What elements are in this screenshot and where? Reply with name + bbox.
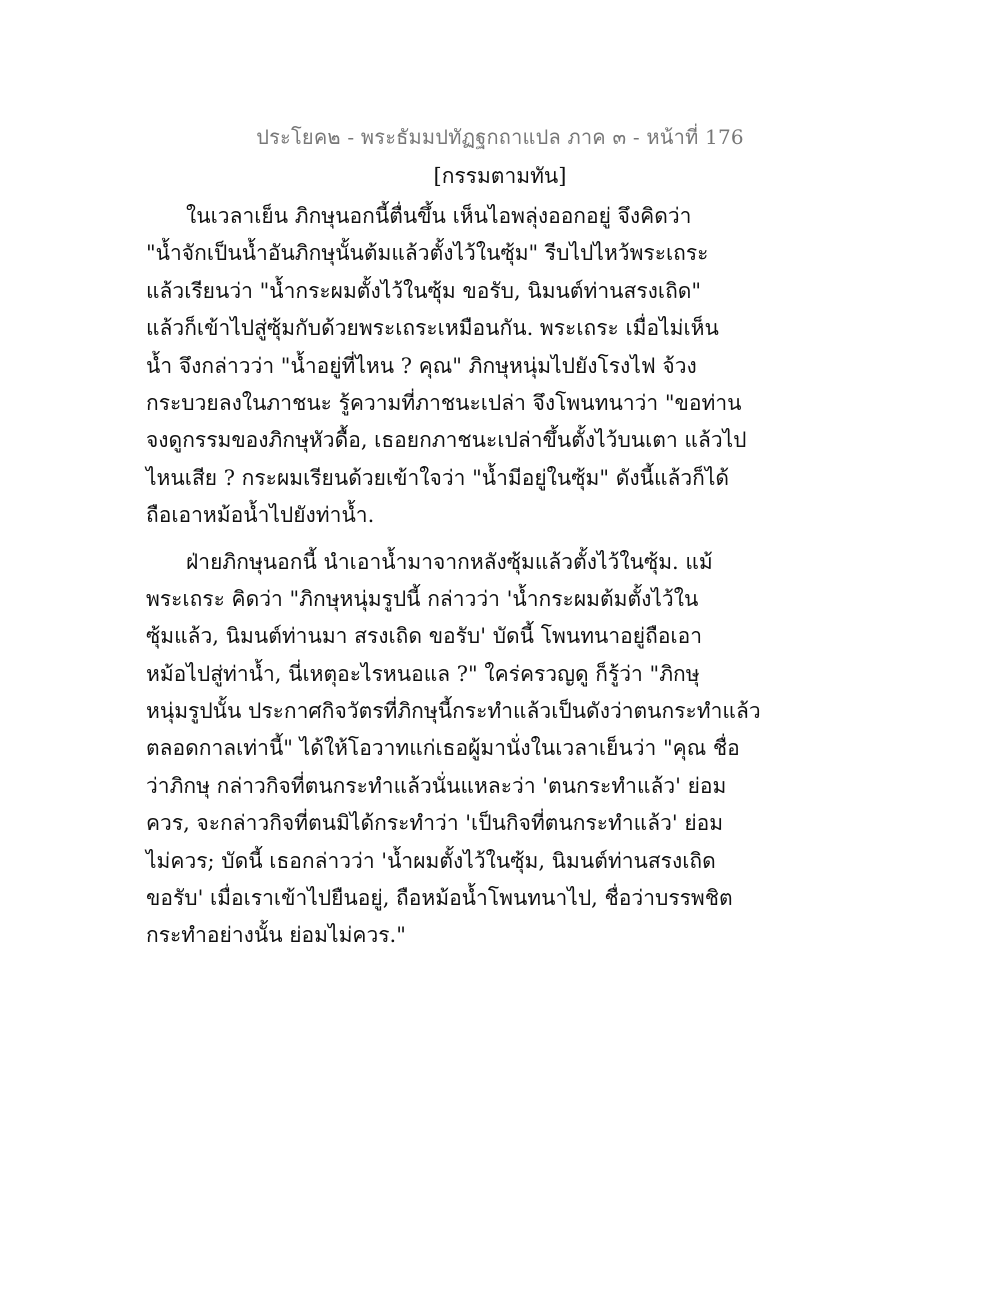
section-heading: [กรรมตามทัน]	[433, 164, 567, 188]
text-line: กระทำอย่างนั้น ย่อมไม่ควร."	[146, 923, 406, 948]
text-line: จงดูกรรมของภิกษุหัวดื้อ, เธอยกภาชนะเปล่าขึ้นตั้งไว้บนเตา แล้วไป	[146, 428, 747, 453]
text-line: ตลอดกาลเท่านี้" ได้ให้โอวาทแก่เธอผู้มานั่งในเวลาเย็นว่า "คุณ ชื่อ	[146, 736, 740, 761]
body-text	[146, 198, 761, 955]
running-header: ประโยค๒ - พระธัมมปทัฏฐกถาแปล ภาค ๓ - หน้าที่ 176	[256, 125, 744, 149]
text-line: ไหนเสีย ? กระผมเรียนด้วยเข้าใจว่า "น้ำมีอยู่ในซุ้ม" ดังนี้แล้วก็ได้	[146, 465, 730, 490]
text-line: พระเถระ คิดว่า "ภิกษุหนุ่มรูปนี้ กล่าวว่า 'น้ำกระผมต้มตั้งไว้ใน	[146, 586, 699, 611]
text-line: ถือเอาหม้อน้ำไปยังท่าน้ำ.	[146, 503, 375, 528]
text-line: กระบวยลงในภาชนะ รู้ความที่ภาชนะเปล่า จึงโพนทนาว่า "ขอท่าน	[146, 390, 742, 415]
paragraph-gap	[146, 535, 726, 544]
text-line: หนุ่มรูปนั้น ประกาศกิจวัตรที่ภิกษุนี้กระทำแล้วเป็นดังว่าตนกระทำแล้ว	[146, 699, 761, 724]
text-line: ว่าภิกษุ กล่าวกิจที่ตนกระทำแล้วนั่นแหละว่า 'ตนกระทำแล้ว' ย่อม	[146, 773, 727, 798]
text-line: แล้วก็เข้าไปสู่ซุ้มกับด้วยพระเถระเหมือนกัน. พระเถระ เมื่อไม่เห็น	[146, 316, 719, 341]
text-line: น้ำ จึงกล่าวว่า "น้ำอยู่ที่ไหน ? คุณ" ภิกษุหนุ่มไปยังโรงไฟ จ้วง	[146, 353, 697, 378]
text-line: ซุ้มแล้ว, นิมนต์ท่านมา สรงเถิด ขอรับ' บัดนี้ โพนทนาอยู่ถือเอา	[146, 624, 703, 649]
paragraph-2	[146, 544, 761, 955]
text-line: ขอรับ' เมื่อเราเข้าไปยืนอยู่, ถือหม้อน้ำโพนทนาไป, ชื่อว่าบรรพชิต	[146, 886, 733, 911]
text-line: ควร, จะกล่าวกิจที่ตนมิได้กระทำว่า 'เป็นกิจที่ตนกระทำแล้ว' ย่อม	[146, 811, 724, 836]
paragraph-1	[146, 198, 747, 535]
text-line: ฝ่ายภิกษุนอกนี้ นำเอาน้ำมาจากหลังซุ้มแล้วตั้งไว้ในซุ้ม. แม้	[186, 549, 713, 574]
text-line: แล้วเรียนว่า "น้ำกระผมตั้งไว้ในซุ้ม ขอรับ, นิมนต์ท่านสรงเถิด"	[146, 278, 702, 303]
text-line: หม้อไปสู่ท่าน้ำ, นี่เหตุอะไรหนอแล ?" ใคร่ครวญดู ก็รู้ว่า "ภิกษุ	[146, 661, 700, 686]
text-line: ไม่ควร; บัดนี้ เธอกล่าวว่า 'น้ำผมตั้งไว้ในซุ้ม, นิมนต์ท่านสรงเถิด	[146, 848, 716, 873]
text-line: ในเวลาเย็น ภิกษุนอกนี้ตื่นขึ้น เห็นไอพลุ่งออกอยู่ จึงคิดว่า	[186, 204, 692, 228]
text-line: "น้ำจักเป็นน้ำอันภิกษุนั้นต้มแล้วตั้งไว้ในซุ้ม" รีบไปไหว้พระเถระ	[146, 241, 709, 266]
